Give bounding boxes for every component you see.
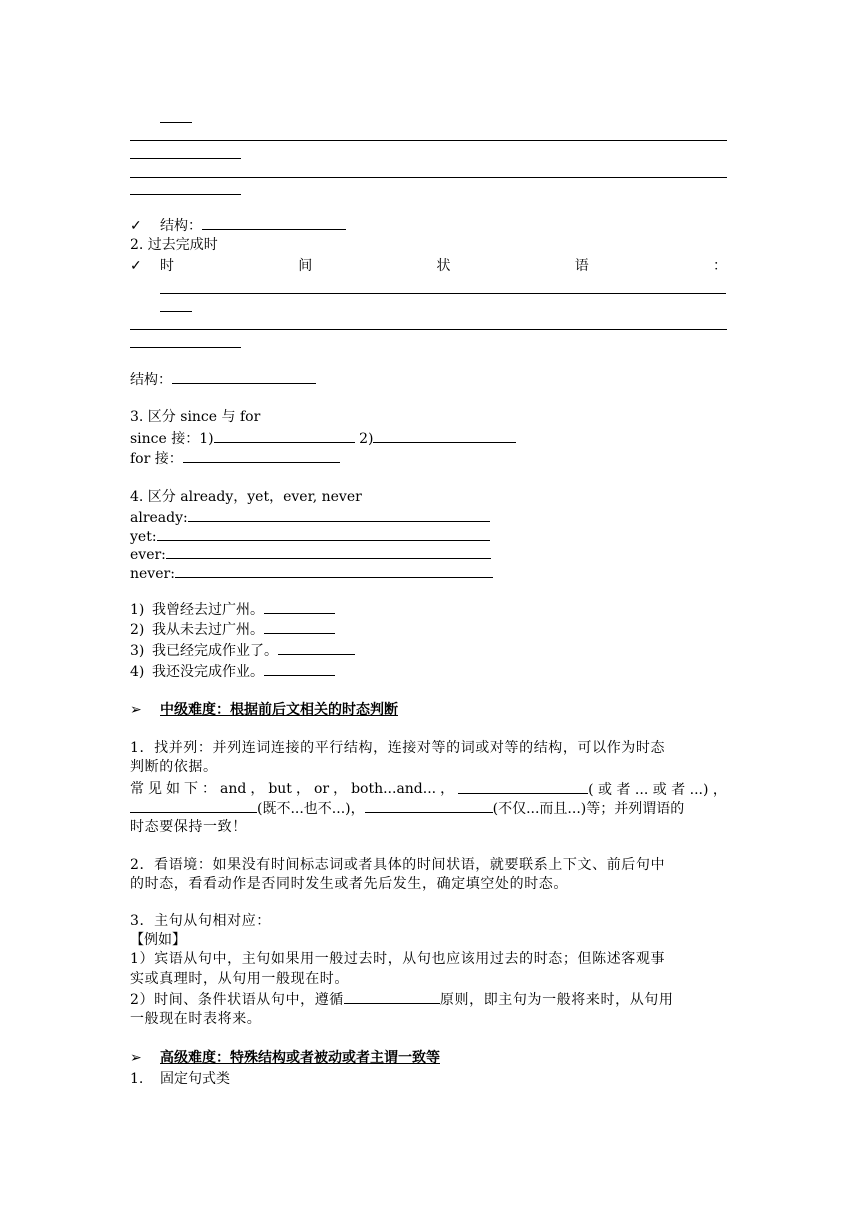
p1-line2: 判断的依据。 xyxy=(130,759,218,775)
item-number: 1. xyxy=(130,1071,144,1087)
p3-item2-line2: 一般现在时表将来。 xyxy=(130,1011,262,1027)
since-row xyxy=(130,429,516,448)
blank-line xyxy=(130,140,727,141)
example-item xyxy=(130,641,355,660)
word: 如 xyxy=(166,781,180,797)
example-number: 2) xyxy=(130,622,145,638)
example-item xyxy=(130,600,335,619)
p2-line2: 的时态，看看动作是否同时发生或者先后发生，确定填空处的时态。 xyxy=(130,876,568,892)
p1-line4 xyxy=(130,799,684,818)
checkmark-icon: ✓ xyxy=(130,218,142,234)
p3-item1-line1: 1）宾语从句中，主句如果用一般过去时，从句也应该用过去的时态；但陈述客观事 xyxy=(130,951,666,967)
p3-item2-text-a: 2）时间、条件状语从句中，遵循 xyxy=(130,992,344,1008)
time-adverbial-char: 间 xyxy=(298,258,313,274)
fill-blank[interactable] xyxy=(166,545,491,559)
example-text: 我还没完成作业。 xyxy=(152,664,264,680)
time-adverbial-char: 状 xyxy=(436,258,451,274)
fill-blank[interactable] xyxy=(264,662,335,676)
example-number: 1) xyxy=(130,602,145,618)
time-adverbial-char: ： xyxy=(713,258,727,274)
example-text: 我已经完成作业了。 xyxy=(152,643,278,659)
example-item xyxy=(130,620,335,639)
blank-line xyxy=(130,158,241,159)
blank-line xyxy=(160,293,726,294)
fill-blank[interactable] xyxy=(183,449,340,463)
word: 常 xyxy=(130,781,144,797)
word: ： xyxy=(202,781,216,797)
fill-blank[interactable] xyxy=(175,564,493,578)
example-text: 我从未去过广州。 xyxy=(152,622,264,638)
yet-row xyxy=(130,527,490,546)
fill-blank[interactable] xyxy=(458,780,588,794)
fill-blank[interactable] xyxy=(365,799,493,813)
blank-line xyxy=(160,311,192,312)
p1-line4-mid2: (不仅...而且...)等；并列谓语的 xyxy=(492,801,685,817)
checkmark-icon: ✓ xyxy=(130,258,142,274)
ever-row xyxy=(130,545,491,564)
word: ， xyxy=(333,781,348,797)
p1-line4-mid1: (既不...也不...)， xyxy=(257,801,365,817)
for-label: for 接： xyxy=(130,451,183,467)
already-label: already: xyxy=(130,510,188,526)
structure2-row xyxy=(130,370,316,389)
p2-line1: 2．看语境：如果没有时间标志词或者具体的时间状语，就要联系上下文、前后句中 xyxy=(130,857,666,873)
fill-blank[interactable] xyxy=(264,620,335,634)
since-label: since 接：1) xyxy=(130,431,214,447)
time-adverbial-row xyxy=(160,257,727,275)
fill-blank[interactable] xyxy=(130,799,257,813)
word: ， xyxy=(440,781,455,797)
structure-label: 结构： xyxy=(160,218,202,234)
blank-line xyxy=(130,177,727,178)
blank-line xyxy=(130,347,241,348)
p1-line1: 1．找并列：并列连词连接的平行结构，连接对等的词或对等的结构，可以作为时态 xyxy=(130,740,666,756)
time-adverbial-char: 语 xyxy=(574,258,589,274)
p1-line3 xyxy=(130,780,727,799)
fill-blank[interactable] xyxy=(278,641,355,655)
word: ， xyxy=(250,781,265,797)
p1-line5: 时态要保持一致！ xyxy=(130,819,247,835)
example-number: 4) xyxy=(130,664,145,680)
never-row xyxy=(130,564,493,583)
ever-label: ever: xyxy=(130,547,166,563)
p3-item2-line1 xyxy=(130,990,674,1009)
mid-difficulty-heading xyxy=(130,701,398,719)
since-mid-label: 2) xyxy=(354,431,374,447)
example-item xyxy=(130,662,335,681)
fill-blank[interactable] xyxy=(157,527,490,541)
time-adverbial-char: 时 xyxy=(160,258,174,274)
example-text: 我曾经去过广州。 xyxy=(152,602,264,618)
word: both...and... xyxy=(351,781,437,797)
blank-line xyxy=(160,122,192,123)
arrow-bullet-icon: ➢ xyxy=(130,702,142,718)
already-yet-heading: 4. 区分 already，yet，ever, never xyxy=(130,489,362,505)
blank-line xyxy=(130,329,727,330)
fill-blank[interactable] xyxy=(214,429,355,443)
p3-item2-text-b: 原则，即主句为一般将来时，从句用 xyxy=(439,992,674,1008)
since-for-heading: 3. 区分 since 与 for xyxy=(130,409,261,425)
word: ， xyxy=(295,781,310,797)
structure-label: 结构： xyxy=(130,372,172,388)
word: 下 xyxy=(184,781,198,797)
blank-line xyxy=(130,194,241,195)
yet-label: yet: xyxy=(130,529,157,545)
already-row xyxy=(130,508,490,527)
item-text: 固定句式类 xyxy=(160,1071,230,1087)
p1-line3-tail: ( 或 者 ... 或 者 ...) ， xyxy=(588,782,727,798)
p3-item1-line2: 实或真理时，从句用一般现在时。 xyxy=(130,971,349,987)
fill-blank[interactable] xyxy=(373,429,516,443)
fill-blank[interactable] xyxy=(202,216,346,230)
for-row xyxy=(130,449,340,468)
p3-heading: 3．主句从句相对应： xyxy=(130,913,271,929)
word: but xyxy=(268,781,292,797)
p3-example-label: 【例如】 xyxy=(130,932,186,948)
fixed-sentence-item xyxy=(130,1070,230,1088)
mid-heading-text: 中级难度：根据前后文相关的时态判断 xyxy=(160,702,398,718)
fill-blank[interactable] xyxy=(264,600,335,614)
past-perfect-heading: 2. 过去完成时 xyxy=(130,237,218,253)
structure-row xyxy=(130,216,346,235)
fill-blank[interactable] xyxy=(344,990,440,1004)
arrow-bullet-icon: ➢ xyxy=(130,1050,142,1066)
word: and xyxy=(220,781,247,797)
fill-blank[interactable] xyxy=(172,370,316,384)
high-heading-text: 高级难度：特殊结构或者被动或者主谓一致等 xyxy=(160,1050,440,1066)
word: 见 xyxy=(148,781,162,797)
example-number: 3) xyxy=(130,643,145,659)
never-label: never: xyxy=(130,566,175,582)
word: or xyxy=(313,781,330,797)
high-difficulty-heading xyxy=(130,1049,440,1067)
fill-blank[interactable] xyxy=(188,508,490,522)
